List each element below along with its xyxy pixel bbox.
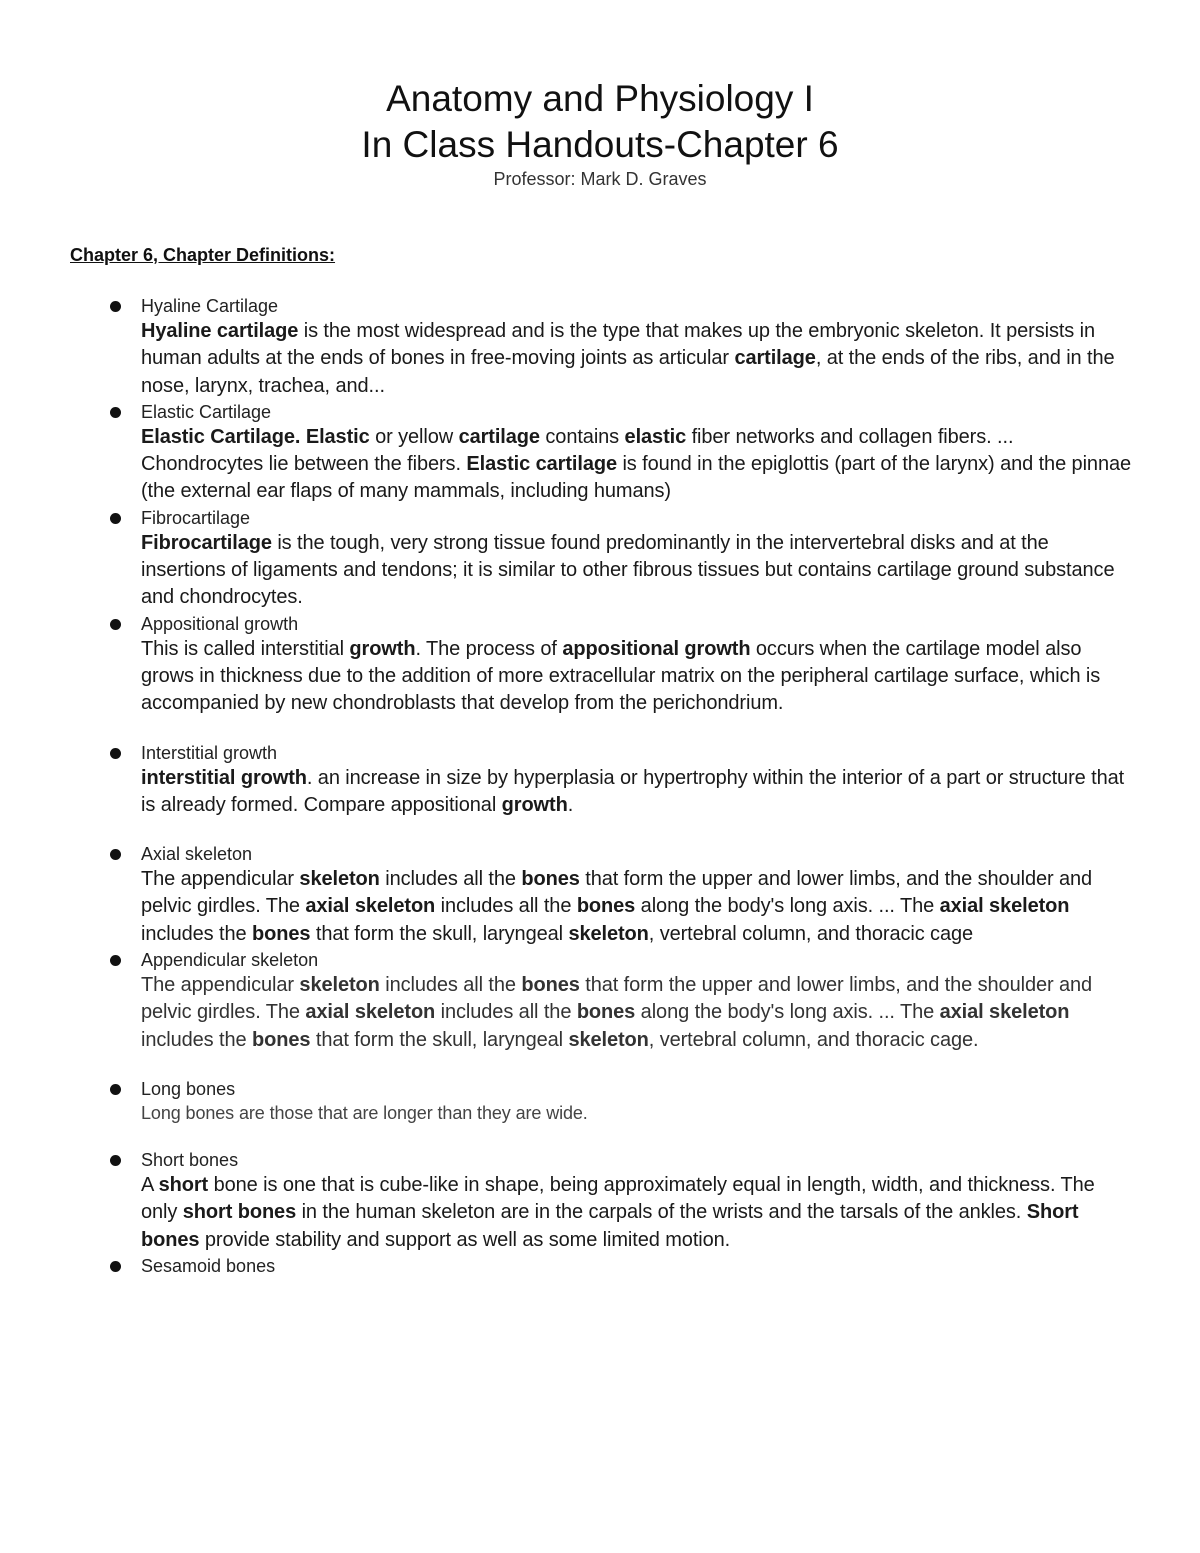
spacer xyxy=(0,1054,1200,1077)
term-label: Interstitial growth xyxy=(141,742,278,763)
definition-text: Elastic Cartilage. Elastic or yellow cartilage contains elastic fiber networks and collagen fibers. ... Chondrocytes lie between the fibers. Elastic cartilage is found in the epiglottis (part of the larynx) and the pinnae (the external ear flaps of many mammals, including humans) xyxy=(141,425,1132,503)
definition-text: Hyaline cartilage is the most widespread and is the type that makes up the embryonic skeleton. It persists in human adults at the ends of bones in free-moving joints as articular cartilage, at the ends of the ribs, and in the nose, larynx, trachea, and... xyxy=(141,320,1115,397)
definitions-list xyxy=(0,294,1200,1278)
bullet-icon xyxy=(110,1261,121,1272)
list-item-elastic-cartilage xyxy=(0,400,1200,506)
bullet-icon xyxy=(110,619,121,630)
list-item-fibrocartilage xyxy=(0,506,1200,612)
bullet-icon xyxy=(110,748,121,759)
bullet-icon xyxy=(110,513,121,524)
definition-text: Fibrocartilage is the tough, very strong tissue found predominantly in the intervertebral disks and at the insertions of ligaments and tendons; it is similar to other fibrous tissues but contains cartilage ground substance and chondrocytes. xyxy=(141,531,1115,609)
term-label: Axial skeleton xyxy=(141,844,253,865)
bullet-icon xyxy=(110,301,121,312)
bullet-icon xyxy=(110,1084,121,1095)
professor-name: Professor: Mark D. Graves xyxy=(493,169,707,189)
term-label: Appositional growth xyxy=(141,613,299,634)
bullet-icon xyxy=(110,955,121,966)
list-item-axial-skeleton xyxy=(0,842,1200,948)
list-item-long-bones xyxy=(0,1077,1200,1125)
list-item-hyaline-cartilage xyxy=(0,294,1200,400)
list-item-appendicular-skeleton xyxy=(0,948,1200,1054)
definition-text: Long bones are those that are longer than they are wide. xyxy=(141,1102,588,1123)
term-label: Appendicular skeleton xyxy=(141,950,319,971)
definition-text: A short bone is one that is cube-like in shape, being approximately equal in length, width, and thickness. The only short bones in the human skeleton are in the carpals of the wrists and the tarsals of the ankles. Short bones provide stability and support as well as some limited motion. xyxy=(141,1173,1095,1251)
term-label: Long bones xyxy=(141,1078,236,1099)
list-item-short-bones xyxy=(0,1148,1200,1254)
list-item-sesamoid-bones xyxy=(0,1254,1200,1278)
term-label: Sesamoid bones xyxy=(141,1255,276,1276)
section-heading: Chapter 6, Chapter Definitions: xyxy=(70,245,336,265)
term-label: Fibrocartilage xyxy=(141,507,251,528)
spacer xyxy=(0,718,1200,741)
list-item-appositional-growth xyxy=(0,612,1200,718)
term-label: Short bones xyxy=(141,1149,239,1170)
bullet-icon xyxy=(110,849,121,860)
title-line-1: Anatomy and Physiology I xyxy=(386,78,814,119)
definition-text: This is called interstitial growth. The process of appositional growth occurs when the cartilage model also grows in thickness due to the addition of more extracellular matrix on the peripheral cartilage surface, which is accompanied by new chondroblasts that develop from the perichondrium. xyxy=(141,637,1101,715)
definition-text: interstitial growth. an increase in size by hyperplasia or hypertrophy within the interior of a part or structure that is already formed. Compare appositional growth. xyxy=(141,766,1125,816)
term-label: Hyaline Cartilage xyxy=(141,296,279,316)
definition-text: The appendicular skeleton includes all the bones that form the upper and lower limbs, and the shoulder and pelvic girdles. The axial skeleton includes all the bones along the body's long axis. ... The axial skeleton includes the bones that form the skull, laryngeal skeleton, vertebral column, and thoracic cage. xyxy=(141,974,1093,1051)
title-line-2: In Class Handouts-Chapter 6 xyxy=(361,124,839,165)
bullet-icon xyxy=(110,1155,121,1166)
document-header xyxy=(0,76,1200,190)
definition-text: The appendicular skeleton includes all the bones that form the upper and lower limbs, and the shoulder and pelvic girdles. The axial skeleton includes all the bones along the body's long axis. ... The axial skeleton includes the bones that form the skull, laryngeal skeleton, vertebral column, and thoracic cage xyxy=(141,868,1093,945)
term-label: Elastic Cartilage xyxy=(141,401,272,422)
list-item-interstitial-growth xyxy=(0,741,1200,820)
spacer xyxy=(0,819,1200,842)
spacer xyxy=(0,1125,1200,1148)
bullet-icon xyxy=(110,407,121,418)
